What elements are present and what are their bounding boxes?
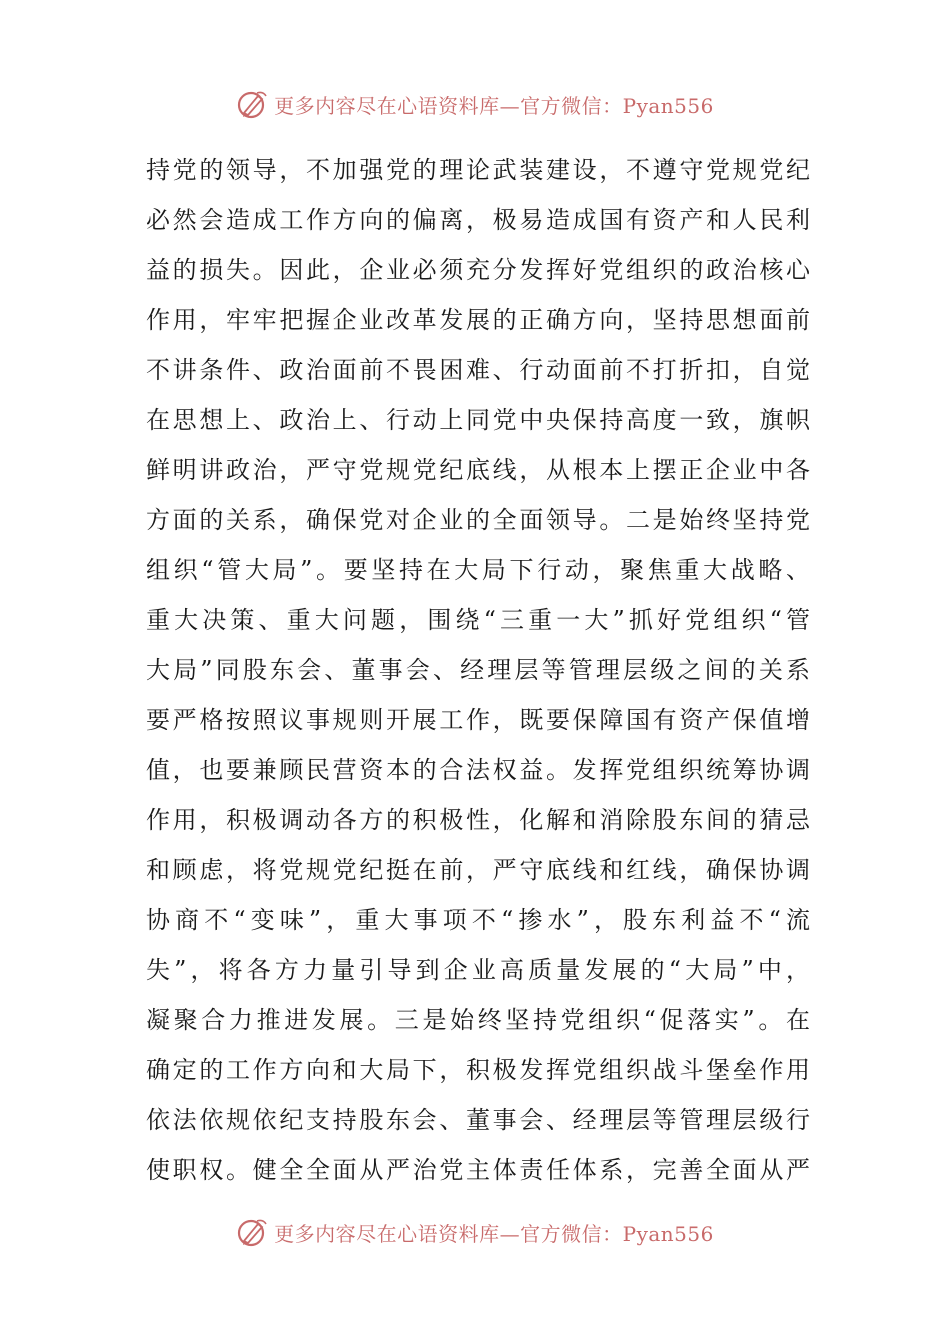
pen-circle-logo-icon <box>236 1215 270 1249</box>
text-line: 方面的关系，确保党对企业的全面领导。二是始终坚持党 <box>146 506 810 534</box>
text-line: 作用，牢牢把握企业改革发展的正确方向，坚持思想面前 <box>146 306 810 334</box>
text-line: 必然会造成工作方向的偏离，极易造成国有资产和人民利 <box>146 206 810 234</box>
header-banner <box>0 84 950 124</box>
text-line: 不讲条件、政治面前不畏困难、行动面前不打折扣，自觉 <box>146 356 810 384</box>
text-line: 在思想上、政治上、行动上同党中央保持高度一致，旗帜 <box>146 406 810 434</box>
text-line: 使职权。健全全面从严治党主体责任体系，完善全面从严 <box>146 1156 810 1184</box>
text-line: 失”，将各方力量引导到企业高质量发展的“大局”中， <box>146 956 810 984</box>
pen-circle-logo-icon <box>236 87 270 121</box>
text-line: 益的损失。因此，企业必须充分发挥好党组织的政治核心 <box>146 256 810 284</box>
text-line: 大局”同股东会、董事会、经理层等管理层级之间的关系 <box>146 656 810 684</box>
text-line: 组织“管大局”。要坚持在大局下行动，聚焦重大战略、 <box>146 556 810 584</box>
footer-banner-text: 更多内容尽在心语资料库—官方微信：Pyan556 <box>274 1221 714 1246</box>
text-line: 依法依规依纪支持股东会、董事会、经理层等管理层级行 <box>146 1106 810 1134</box>
text-line: 持党的领导，不加强党的理论武装建设，不遵守党规党纪 <box>146 156 810 184</box>
text-line: 要严格按照议事规则开展工作，既要保障国有资产保值增 <box>146 706 810 734</box>
document-body <box>146 145 810 1195</box>
text-line: 确定的工作方向和大局下，积极发挥党组织战斗堡垒作用 <box>146 1056 810 1084</box>
text-line: 重大决策、重大问题，围绕“三重一大”抓好党组织“管 <box>146 606 810 634</box>
text-line: 值，也要兼顾民营资本的合法权益。发挥党组织统筹协调 <box>146 756 810 784</box>
text-line: 作用，积极调动各方的积极性，化解和消除股东间的猜忌 <box>146 806 810 834</box>
text-line: 和顾虑，将党规党纪挺在前，严守底线和红线，确保协调 <box>146 856 810 884</box>
text-line: 协商不“变味”，重大事项不“掺水”，股东利益不“流 <box>146 906 810 934</box>
header-banner-text: 更多内容尽在心语资料库—官方微信：Pyan556 <box>274 93 714 118</box>
text-line: 鲜明讲政治，严守党规党纪底线，从根本上摆正企业中各 <box>146 456 810 484</box>
text-line: 凝聚合力推进发展。三是始终坚持党组织“促落实”。在 <box>146 1006 810 1034</box>
footer-banner <box>0 1212 950 1252</box>
